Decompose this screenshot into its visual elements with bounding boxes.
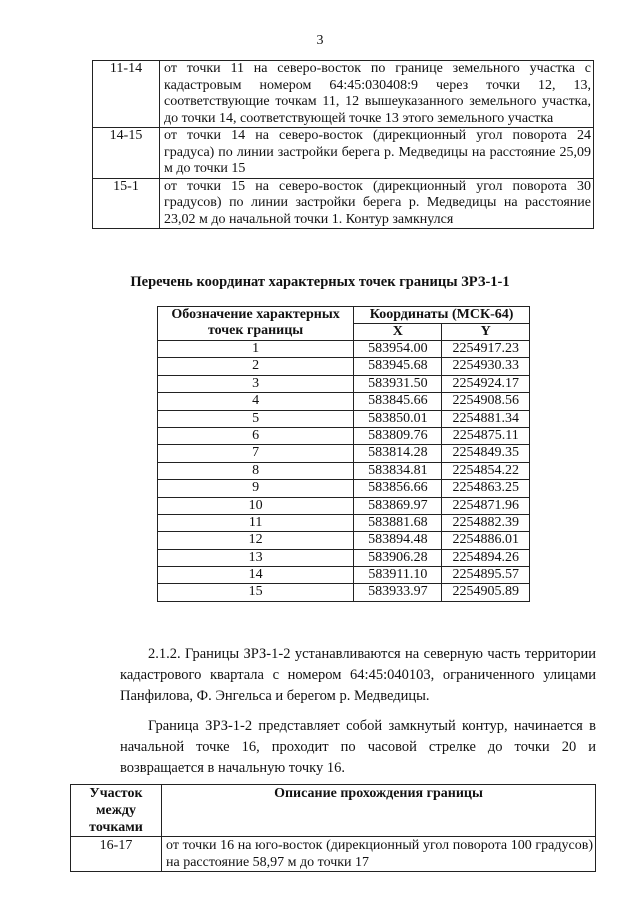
x-cell: 583945.68 (354, 358, 442, 375)
table-row (158, 514, 530, 531)
paragraph-section-2-1-2 (120, 644, 596, 707)
segment-cell: 14-15 (93, 128, 160, 179)
y-cell: 2254905.89 (442, 584, 530, 601)
y-cell: 2254881.34 (442, 410, 530, 427)
table-row (158, 584, 530, 601)
point-cell: 2 (158, 358, 354, 375)
table-row (158, 567, 530, 584)
y-cell: 2254871.96 (442, 497, 530, 514)
table-row (158, 341, 530, 358)
header-coordinates: Координаты (МСК-64) (354, 307, 530, 324)
x-cell: 583814.28 (354, 445, 442, 462)
header-y: Y (442, 324, 530, 341)
x-cell: 583845.66 (354, 393, 442, 410)
x-cell: 583911.10 (354, 567, 442, 584)
table-row (93, 128, 594, 179)
x-cell: 583931.50 (354, 375, 442, 392)
point-cell: 10 (158, 497, 354, 514)
y-cell: 2254917.23 (442, 341, 530, 358)
y-cell: 2254854.22 (442, 462, 530, 479)
table-row (158, 393, 530, 410)
header-description: Описание прохождения границы (162, 785, 596, 837)
x-cell: 583906.28 (354, 549, 442, 566)
x-cell: 583856.66 (354, 480, 442, 497)
y-cell: 2254894.26 (442, 549, 530, 566)
point-cell: 6 (158, 427, 354, 444)
description-cell: от точки 16 на юго-восток (дирекционный угол поворота 100 градусов) на расстояние 58,97 м до точки 17 (162, 837, 596, 872)
header-point-label: Обозначение характерных точек границы (158, 307, 354, 341)
y-cell: 2254875.11 (442, 427, 530, 444)
segment-cell: 16-17 (71, 837, 162, 872)
y-cell: 2254908.56 (442, 393, 530, 410)
table-row (158, 462, 530, 479)
table-row (158, 427, 530, 444)
coordinates-heading: Перечень координат характерных точек границы ЗРЗ-1-1 (130, 274, 510, 290)
table-row (158, 445, 530, 462)
table-row (158, 410, 530, 427)
y-cell: 2254882.39 (442, 514, 530, 531)
x-cell: 583834.81 (354, 462, 442, 479)
table-row (71, 837, 596, 872)
point-cell: 15 (158, 584, 354, 601)
boundary-description-table-top (92, 60, 594, 229)
description-cell: от точки 15 на северо-восток (дирекционный угол поворота 30 градусов) по линии застройки берега р. Медведицы на расстояние 23,02 м до начальной точки 1. Контур замкнулся (160, 178, 594, 229)
header-x: X (354, 324, 442, 341)
point-cell: 7 (158, 445, 354, 462)
description-cell: от точки 11 на северо-восток по границе земельного участка с кадастровым номером 64:45:030408:9 через точки 12, 13, соответствующие точкам 11, 12 вышеуказанного земельного участка, до точки 14, соответствующей точке 13 этого земельного участка (160, 61, 594, 128)
header-segment: Участок между точками (71, 785, 162, 837)
y-cell: 2254930.33 (442, 358, 530, 375)
point-cell: 5 (158, 410, 354, 427)
segment-cell: 15-1 (93, 178, 160, 229)
paragraph-contour-description (120, 716, 596, 779)
point-cell: 3 (158, 375, 354, 392)
y-cell: 2254886.01 (442, 532, 530, 549)
point-cell: 9 (158, 480, 354, 497)
x-cell: 583869.97 (354, 497, 442, 514)
paragraph-text: 2.1.2. Границы ЗРЗ-1-2 устанавливаются на северную часть территории кадастрового квартала с номером 64:45:040103, ограниченного улицами Панфилова, Ф. Энгельса и берегом р. Медведицы. (120, 646, 596, 704)
boundary-description-table-bottom (70, 784, 596, 872)
table-row (158, 497, 530, 514)
point-cell: 13 (158, 549, 354, 566)
x-cell: 583809.76 (354, 427, 442, 444)
point-cell: 14 (158, 567, 354, 584)
point-cell: 1 (158, 341, 354, 358)
table-row (158, 549, 530, 566)
x-cell: 583850.01 (354, 410, 442, 427)
table-row (158, 375, 530, 392)
page-number: 3 (316, 33, 324, 48)
description-cell: от точки 14 на северо-восток (дирекционный угол поворота 24 градуса) по линии застройки берега р. Медведицы на расстояние 25,09 м до точки 15 (160, 128, 594, 179)
y-cell: 2254924.17 (442, 375, 530, 392)
table-row (158, 532, 530, 549)
table-row (158, 358, 530, 375)
x-cell: 583881.68 (354, 514, 442, 531)
point-cell: 11 (158, 514, 354, 531)
point-cell: 4 (158, 393, 354, 410)
segment-cell: 11-14 (93, 61, 160, 128)
y-cell: 2254895.57 (442, 567, 530, 584)
point-cell: 8 (158, 462, 354, 479)
x-cell: 583933.97 (354, 584, 442, 601)
paragraph-text: Граница ЗРЗ-1-2 представляет собой замкнутый контур, начинается в начальной точке 16, проходит по часовой стрелке до точки 20 и возвращается в начальную точку 16. (120, 718, 596, 776)
table-row (93, 61, 594, 128)
table-row (158, 480, 530, 497)
point-cell: 12 (158, 532, 354, 549)
y-cell: 2254849.35 (442, 445, 530, 462)
coordinates-table (157, 306, 530, 602)
x-cell: 583894.48 (354, 532, 442, 549)
table-row (93, 178, 594, 229)
y-cell: 2254863.25 (442, 480, 530, 497)
x-cell: 583954.00 (354, 341, 442, 358)
